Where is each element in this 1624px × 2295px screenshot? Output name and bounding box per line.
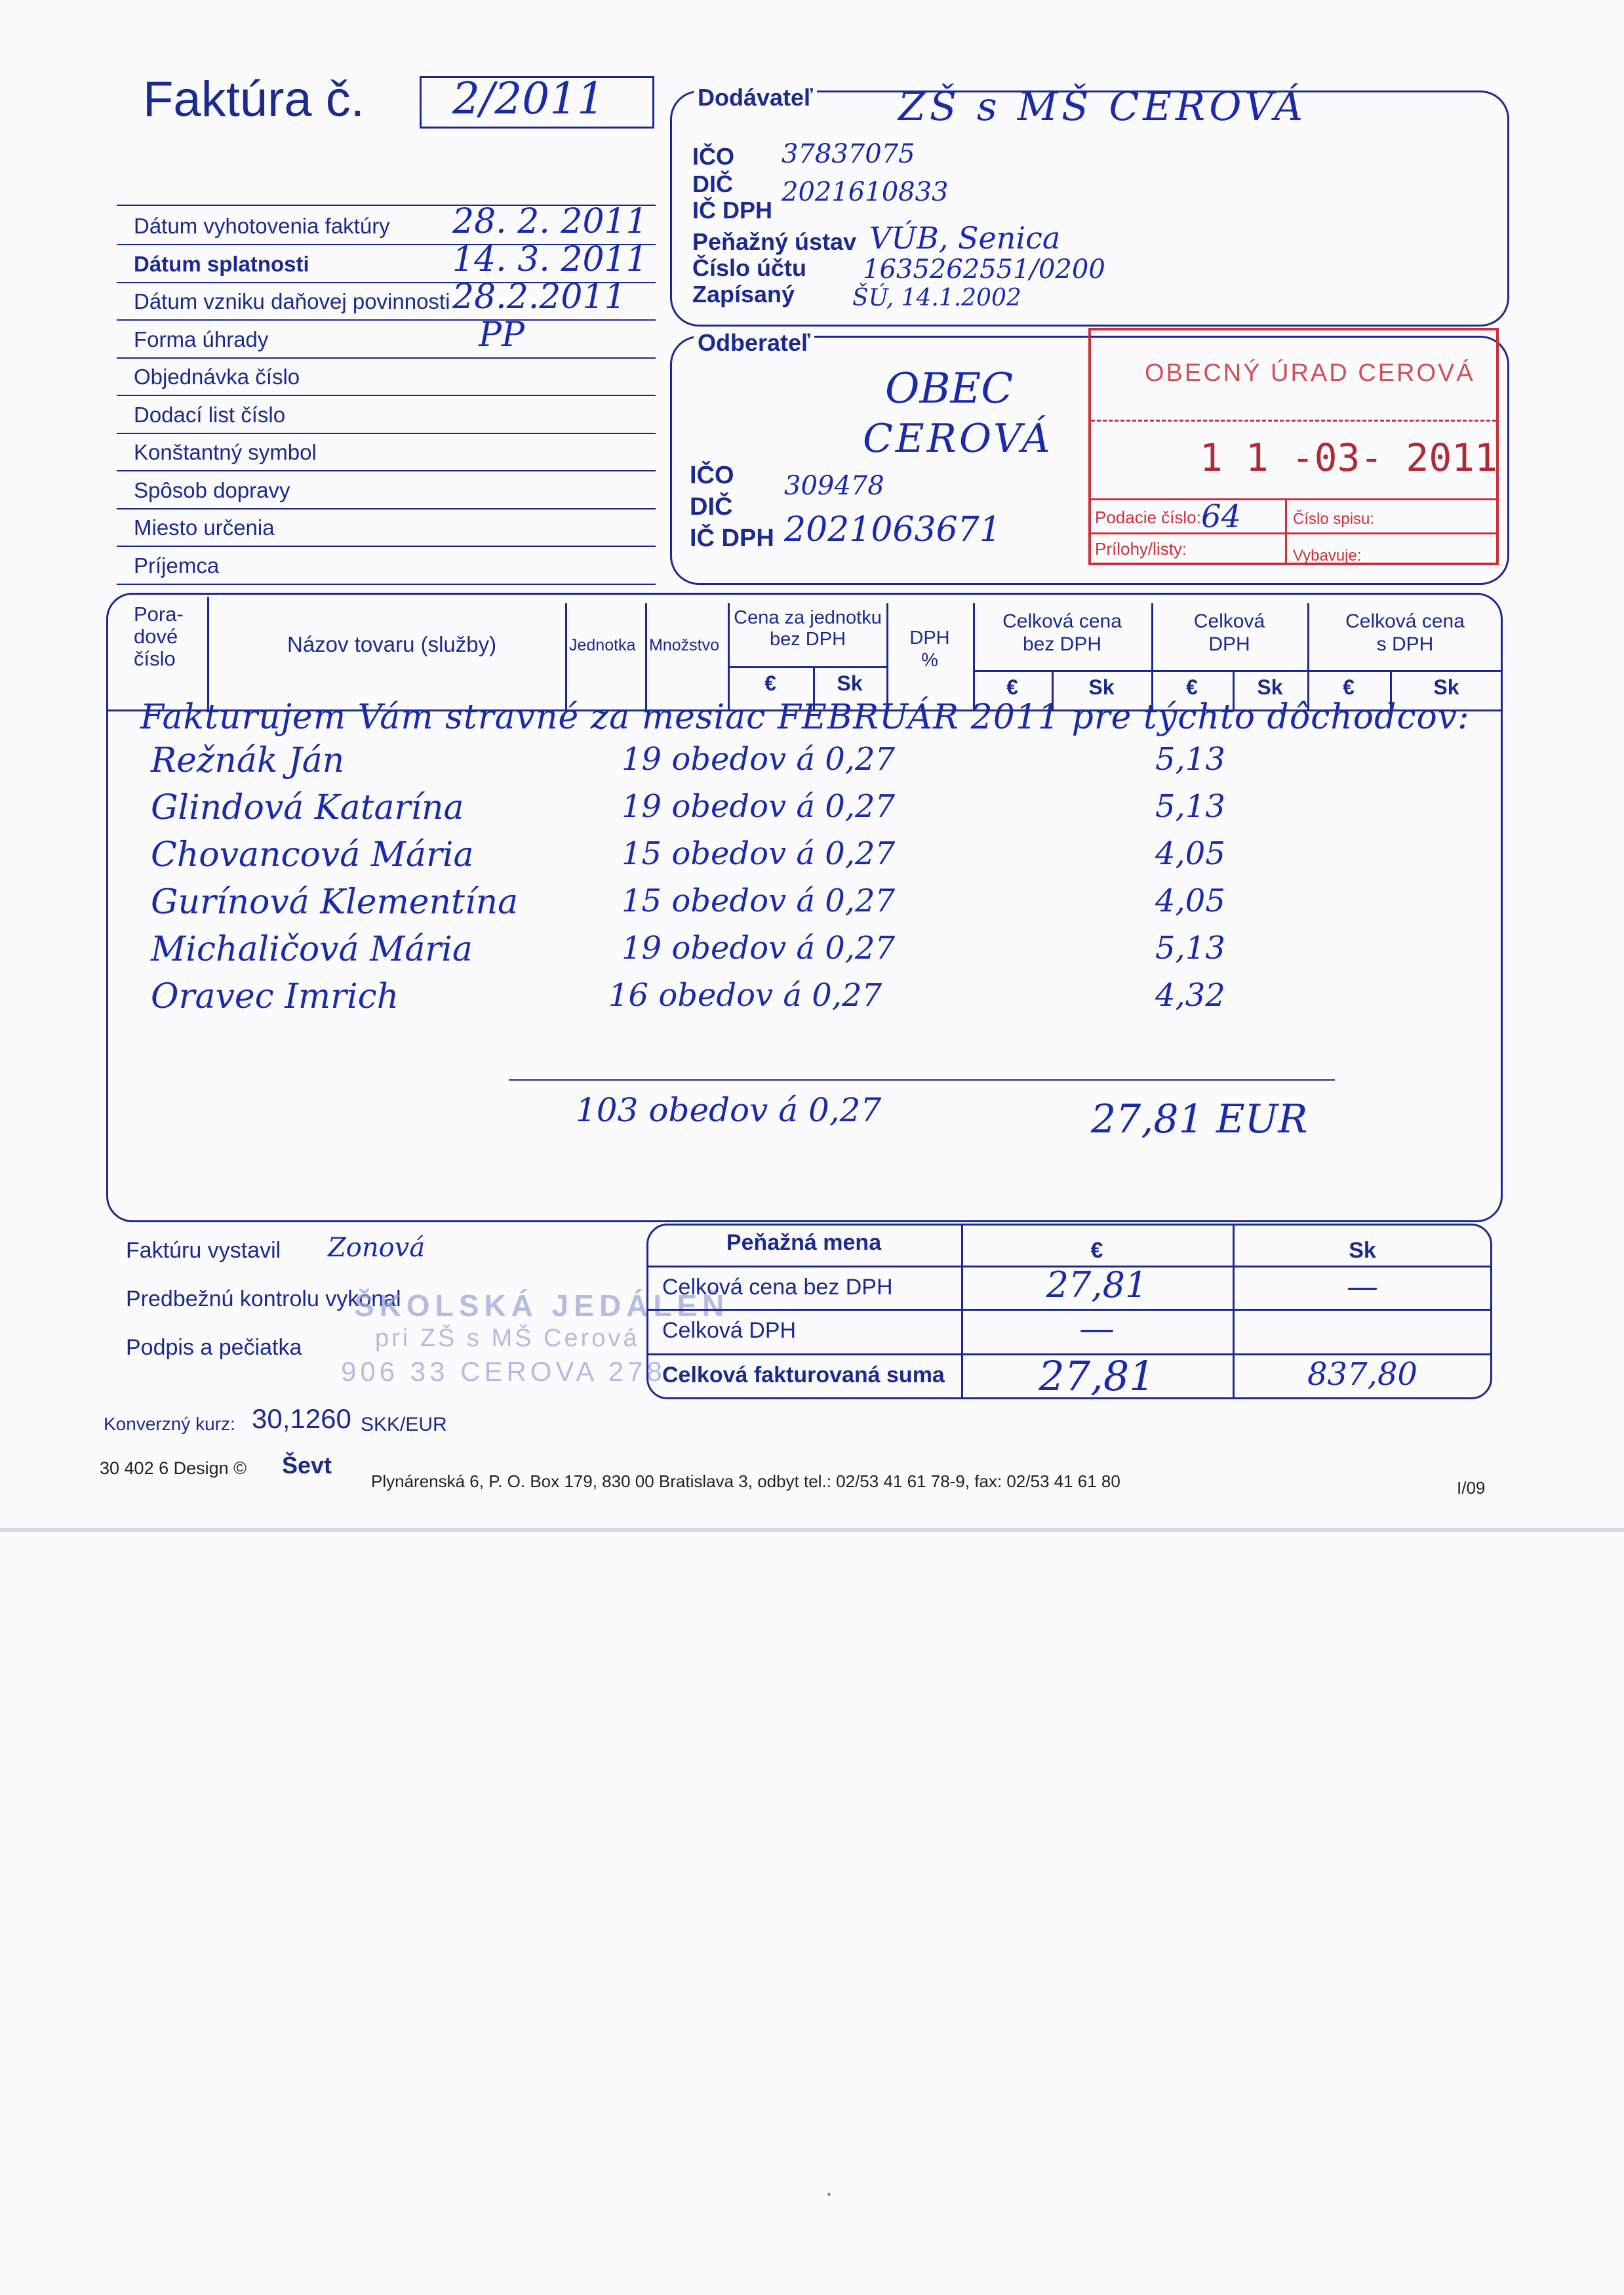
- field-rule: [117, 546, 656, 547]
- customer-ico-label: IČO: [690, 462, 734, 489]
- supplier-account: 1635262551/0200: [863, 254, 1105, 285]
- field-label: Dátum vyhotovenia faktúry: [134, 214, 390, 238]
- supplier-registered-label: Zapísaný: [692, 281, 795, 308]
- intro-line: Fakturujem Vám stravné za mesiac FEBRUÁR 2011 pre týchto dôchodcov:: [140, 698, 1470, 737]
- supplier-account-label: Číslo účtu: [692, 254, 807, 281]
- invoice-number: 2/2011: [452, 73, 605, 124]
- publisher-address: Plynárenská 6, P. O. Box 179, 830 00 Bratislava 3, odbyt tel.: 02/53 41 61 78-9, fax: 02/53 41 61 80: [371, 1471, 1120, 1491]
- field-label: Objednávka číslo: [134, 365, 300, 389]
- field-value: PP: [479, 315, 525, 355]
- totals-row-sk: —: [1347, 1268, 1378, 1305]
- field-value: 28. 2. 2011: [452, 202, 648, 241]
- header-eur-3: €: [1186, 675, 1198, 699]
- brand-logo: Ševt: [282, 1452, 332, 1479]
- issued-by: Zonová: [328, 1233, 426, 1263]
- sign-label: Podpis a pečiatka: [126, 1335, 302, 1360]
- totals-row-eur: —: [1079, 1307, 1115, 1349]
- school-stamp-line1: ŠKOLSKÁ JEDÁLEŇ: [354, 1288, 730, 1323]
- item-total: 4,32: [1155, 977, 1225, 1014]
- invoice-title: Faktúra č.: [143, 71, 365, 127]
- header-sk-1: Sk: [837, 671, 863, 695]
- sum-total: 27,81 EUR: [1091, 1096, 1308, 1142]
- field-rule: [117, 508, 656, 509]
- totals-row-label: Celková DPH: [662, 1318, 797, 1343]
- item-qty: 15 obedov á 0,27: [622, 883, 896, 919]
- stamp-spis-label: Číslo spisu:: [1293, 510, 1375, 528]
- field-label: Dátum splatnosti: [134, 251, 309, 276]
- customer-icdph-label: IČ DPH: [690, 525, 774, 552]
- supplier-registered: ŠÚ, 14.1.2002: [852, 285, 1021, 311]
- stamp-row-line2: [1091, 532, 1496, 534]
- stamp-date: 1 1 -03- 2011: [1200, 435, 1497, 480]
- item-name: Režnák Ján: [151, 741, 345, 780]
- header-celkova-dph: Celková DPH: [1193, 610, 1265, 655]
- supplier-ico: 37837075: [782, 139, 915, 169]
- precheck-label: Predbežnú kontrolu vykonal: [126, 1287, 401, 1311]
- form-version: I/09: [1457, 1478, 1486, 1498]
- header-sk-4: Sk: [1433, 675, 1459, 699]
- subheader-rule-1: [728, 666, 886, 668]
- totals-row-label: Celková cena bez DPH: [662, 1275, 893, 1300]
- header-nazov: Názov tovaru (služby): [287, 632, 497, 656]
- stamp-office: OBECNÝ ÚRAD CEROVÁ: [1145, 359, 1475, 387]
- field-label: Príjemca: [134, 553, 220, 578]
- sum-qty: 103 obedov á 0,27: [576, 1091, 882, 1129]
- item-name: Chovancová Mária: [151, 835, 474, 875]
- header-celkova-bez: Celková cena bez DPH: [1002, 610, 1122, 655]
- header-eur-2: €: [1006, 675, 1018, 699]
- rate-label: Konverzný kurz:: [104, 1414, 235, 1434]
- stamp-podacie-label: Podacie číslo:: [1095, 508, 1201, 527]
- scan-dot: [827, 2193, 831, 2196]
- item-name: Michaličová Mária: [151, 930, 473, 969]
- item-qty: 19 obedov á 0,27: [622, 741, 896, 778]
- field-value: 28.2.2011: [452, 277, 626, 317]
- totals-row-eur: 27,81: [1046, 1264, 1148, 1306]
- item-qty: 16 obedov á 0,27: [608, 977, 882, 1014]
- col-sep-3: [645, 603, 647, 709]
- rate-value: 30,1260: [252, 1403, 351, 1434]
- item-total: 5,13: [1155, 930, 1225, 967]
- issued-by-label: Faktúru vystavil: [126, 1238, 281, 1263]
- item-qty: 19 obedov á 0,27: [622, 788, 896, 825]
- field-rule: [117, 433, 656, 434]
- field-rule-top: [117, 205, 656, 206]
- scan-edge: [0, 1528, 1624, 1532]
- field-rule: [117, 470, 656, 471]
- header-eur-4: €: [1343, 675, 1355, 699]
- sum-rule: [509, 1079, 1335, 1081]
- header-mnozstvo: Množstvo: [649, 636, 719, 654]
- supplier-icdph-label: IČ DPH: [692, 197, 773, 224]
- stamp-divider: [1285, 498, 1287, 565]
- header-cena-jednotku: Cena za jednotku bez DPH: [734, 607, 882, 650]
- customer-dic-label: DIČ: [690, 493, 733, 521]
- customer-name-line1: OBEC: [885, 365, 1014, 413]
- item-name: Glindová Katarína: [151, 788, 464, 828]
- header-poradove: Pora- dové číslo: [134, 603, 184, 670]
- totals-row-sk: 837,80: [1307, 1356, 1417, 1393]
- header-dph-pct: DPH %: [909, 628, 950, 671]
- supplier-bank-label: Peňažný ústav: [692, 228, 857, 255]
- item-total: 4,05: [1155, 835, 1225, 872]
- stamp-separator: [1091, 420, 1496, 422]
- stamp-row-line1: [1091, 498, 1496, 500]
- totals-eur-header: €: [1090, 1238, 1103, 1263]
- col-sep-1: [207, 597, 209, 709]
- header-eur-1: €: [764, 671, 776, 695]
- supplier-ico-label: IČO: [692, 143, 735, 170]
- customer-ico: 309478: [784, 471, 884, 501]
- customer-heading: Odberateľ: [694, 329, 814, 357]
- field-label: Spôsob dopravy: [134, 477, 290, 502]
- supplier-bank: VÚB, Senica: [869, 220, 1061, 256]
- supplier-name: ZŠ s MŠ CEROVÁ: [898, 84, 1307, 130]
- item-name: Oravec Imrich: [151, 977, 399, 1016]
- rate-unit: SKK/EUR: [361, 1414, 447, 1435]
- item-total: 5,13: [1155, 741, 1225, 778]
- header-sk-3: Sk: [1257, 675, 1283, 699]
- school-stamp-line2: pri ZŠ s MŠ Cerová: [375, 1325, 640, 1352]
- field-label: Dodací list číslo: [134, 402, 286, 427]
- header-sk-2: Sk: [1088, 675, 1115, 699]
- item-qty: 19 obedov á 0,27: [622, 930, 896, 967]
- item-total: 5,13: [1155, 788, 1225, 825]
- totals-currency-label: Peňažná mena: [726, 1230, 882, 1255]
- totals-row-eur: 27,81: [1039, 1352, 1155, 1400]
- supplier-dic: 2021610833: [782, 177, 949, 207]
- field-rule: [117, 319, 656, 321]
- supplier-dic-label: DIČ: [692, 170, 733, 197]
- field-rule: [117, 584, 656, 585]
- stamp-prilohy-label: Prílohy/listy:: [1095, 539, 1187, 559]
- field-label: Miesto určenia: [134, 515, 275, 540]
- stamp-vybavuje-label: Vybavuje:: [1293, 547, 1362, 565]
- field-label: Forma úhrady: [134, 327, 269, 351]
- customer-dic: 2021063671: [784, 510, 1001, 549]
- stamp-podacie-value: 64: [1201, 498, 1242, 535]
- field-label: Dátum vzniku daňovej povinnosti: [134, 289, 450, 313]
- field-rule: [117, 395, 656, 396]
- field-rule: [117, 357, 656, 359]
- item-qty: 15 obedov á 0,27: [622, 835, 896, 872]
- supplier-heading: Dodávateľ: [694, 84, 817, 111]
- field-value: 14. 3. 2011: [452, 239, 648, 279]
- item-total: 4,05: [1155, 883, 1225, 919]
- header-celkova-s: Celková cena s DPH: [1345, 610, 1465, 655]
- customer-name-line2: CEROVÁ: [863, 416, 1053, 462]
- totals-row-label: Celková fakturovaná suma: [662, 1363, 945, 1387]
- header-jednotka: Jednotka: [569, 636, 636, 654]
- field-label: Konštantný symbol: [134, 440, 317, 464]
- school-stamp-line3: 906 33 CEROVA 278: [341, 1356, 666, 1387]
- totals-sk-header: Sk: [1349, 1238, 1376, 1263]
- design-line: 30 402 6 Design ©: [100, 1458, 247, 1478]
- col-sep-2: [565, 603, 567, 709]
- item-name: Gurínová Klementína: [151, 883, 519, 922]
